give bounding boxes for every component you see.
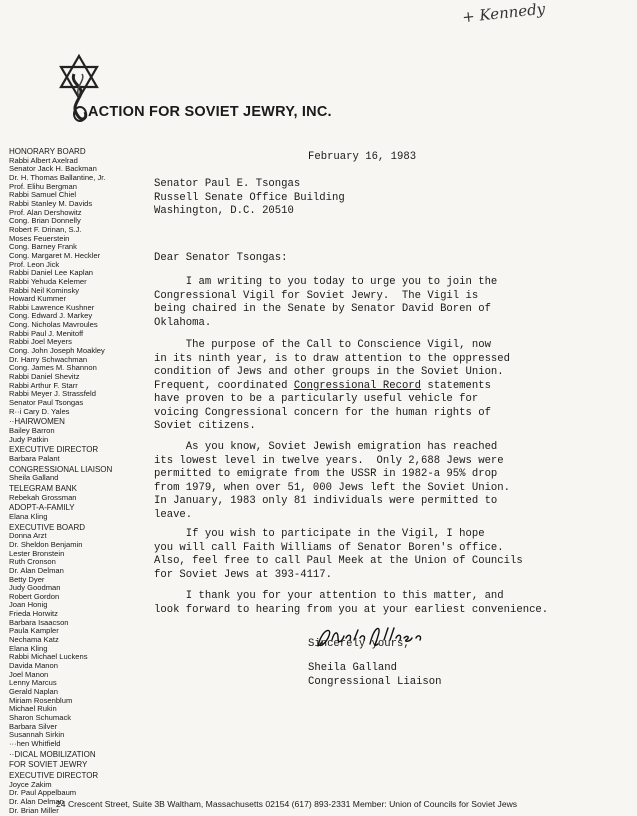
paragraph-3: As you know, Soviet Jewish emigration has reached its lowest level in twelve years. Only 2,688 Jews were permitted to emigrate from the USSR in 1982-a 95% drop from 1979, when over 51, 000 Jews left the Soviet Union. In January, 1983 only 81 individuals were permitted to leave. [154, 441, 511, 521]
sidebar-heading: HONORARY BOARD [9, 147, 86, 156]
sidebar-member: Dr. Paul Appelbaum [9, 788, 77, 798]
sidebar-member: Joan Honig [9, 600, 48, 610]
sidebar-member: Joel Manon [9, 669, 49, 679]
sidebar-member: Lester Bronstein [9, 548, 65, 558]
sidebar-member: Robert F. Drinan, S.J. [9, 224, 82, 234]
sidebar-member: Sheila Galland [9, 473, 59, 483]
footer-address: 24 Crescent Street, Suite 3B Waltham, Massachusetts 02154 (617) 893-2331 Member: Union of Councils for Soviet Jews [56, 799, 518, 809]
paragraph-1: I am writing to you today to urge you to join the Congressional Vigil for Soviet Jewry. The Vigil is being chaired in the Senate by Senator David Boren of Oklahoma. [154, 276, 498, 329]
sidebar-member: Betty Dyer [9, 574, 45, 584]
salutation: Dear Senator Tsongas: [154, 252, 288, 264]
sidebar-heading: EXECUTIVE DIRECTOR [9, 770, 99, 780]
sidebar-member: Ruth Cronson [9, 557, 56, 567]
sidebar-member: Rabbi Lawrence Kushner [9, 302, 95, 312]
sidebar-member: Rabbi Albert Axelrad [9, 155, 78, 165]
board-members-sidebar [9, 146, 159, 815]
sidebar-member: Davida Manon [9, 661, 58, 671]
closing: Sincerely yours, [308, 638, 410, 650]
address-line: Washington, D.C. 20510 [154, 205, 294, 217]
sidebar-member: Rabbi Samuel Chiel [9, 190, 77, 200]
recipient-address [154, 178, 345, 219]
sidebar-member: Moses Feuerstein [9, 233, 70, 243]
sidebar-member: Howard Kummer [9, 294, 66, 304]
sidebar-member: Donna Arzt [9, 531, 47, 541]
sidebar-member: Dr. Brian Miller [9, 805, 59, 815]
sidebar-member: Joyce Zakim [9, 779, 52, 789]
handwritten-signature [312, 618, 472, 656]
paragraph-2 [154, 339, 510, 434]
congressional-record-underlined: Congressional Record [293, 379, 422, 392]
sidebar-member: R··i Cary D. Yales [9, 406, 70, 416]
sidebar-member: Robert Gordon [9, 591, 60, 601]
sidebar-member: Barbara Silver [9, 721, 58, 731]
sidebar-member: Michael Rukin [9, 704, 57, 714]
sidebar-heading: EXECUTIVE BOARD [9, 522, 86, 532]
sidebar-member: Dr. Harry Schwachman [9, 354, 88, 364]
sidebar-member: Cong. Margaret M. Heckler [9, 250, 101, 260]
sidebar-member: Rabbi Neil Kominsky [9, 285, 80, 295]
paragraph-2-text-a: The purpose of the Call to Conscience Vigil, now in its ninth year, is to draw attention to the oppressed condition of Jews and other groups in the Soviet Union. Frequent, coordinated [154, 339, 511, 392]
sidebar-member: Cong. Nicholas Mavroules [9, 320, 98, 330]
sidebar-heading: TELEGRAM BANK [9, 483, 78, 493]
letter-date: February 16, 1983 [308, 151, 417, 163]
sidebar-heading: EXECUTIVE DIRECTOR [9, 445, 99, 455]
sidebar-heading: ADOPT-A-FAMILY [9, 503, 75, 513]
sidebar-member: Dr. Alan Delman [9, 796, 64, 806]
sidebar-member: Rebekah Grossman [9, 492, 77, 502]
sidebar-member: Cong. James M. Shannon [9, 363, 97, 373]
sidebar-member: Susannah Sirkin [9, 730, 65, 740]
sidebar-member: Judy Goodman [9, 583, 61, 593]
sidebar-member: Paula Kampler [9, 626, 59, 636]
sidebar-member: Dr. Sheldon Benjamin [9, 539, 83, 549]
sidebar-member: ···hen Whitfield [9, 738, 61, 748]
address-line: Senator Paul E. Tsongas [154, 178, 301, 190]
sidebar-member: Elana Kling [9, 511, 48, 521]
sidebar-heading: ··DICAL MOBILIZATION [9, 749, 96, 759]
sidebar-member: Rabbi Arthur F. Starr [9, 380, 78, 390]
sidebar-member: Dr. H. Thomas Ballantine, Jr. [9, 172, 106, 182]
sidebar-member: Dr. Alan Delman [9, 565, 64, 575]
sidebar-heading: ··HAIRWOMEN [9, 417, 65, 427]
sidebar-member: Rabbi Michael Luckens [9, 652, 88, 662]
sidebar-member: Bailey Barron [9, 426, 55, 435]
sidebar-member: Rabbi Yehuda Kelemer [9, 276, 87, 286]
sidebar-heading: FOR SOVIET JEWRY [9, 760, 88, 770]
paragraph-5: I thank you for your attention to this matter, and look forward to hearing from you at your earliest convenience. [154, 590, 549, 616]
sidebar-member: Gerald Naplan [9, 687, 58, 697]
paragraph-4: If you wish to participate in the Vigil, I hope you will call Faith Williams of Senator Boren's office. Also, feel free to call Paul Meek at the Union of Councils for Soviet Jews at 393-4117. [154, 528, 523, 581]
sidebar-member: Lenny Marcus [9, 678, 57, 688]
sidebar-member: Frieda Horwitz [9, 609, 58, 619]
sidebar-member: Senator Paul Tsongas [9, 398, 84, 408]
sidebar-member: Barbara Palant [9, 453, 60, 463]
sidebar-member: Cong. Brian Donnelly [9, 216, 81, 226]
sidebar-heading: CONGRESSIONAL LIAISON [9, 464, 113, 474]
sidebar-member: Rabbi Paul J. Menitoff [9, 328, 84, 338]
address-line: Russell Senate Office Building [154, 191, 345, 204]
sidebar-member: Cong. Barney Frank [9, 242, 77, 252]
signer-title: Congressional Liaison [308, 675, 442, 688]
sidebar-member: Rabbi Stanley M. Davids [9, 198, 93, 208]
signer-name: Sheila Galland [308, 662, 398, 674]
sidebar-member: Rabbi Joel Meyers [9, 337, 72, 347]
sidebar-member: Rabbi Daniel Shevitz [9, 372, 80, 382]
sidebar-member: Cong. Edward J. Markey [9, 311, 93, 321]
sidebar-member: Miriam Rosenblum [9, 695, 73, 705]
sidebar-member: Judy Patkin [9, 434, 49, 444]
sidebar-member: Elana Kling [9, 643, 48, 653]
sidebar-member: Sharon Schumack [9, 713, 72, 722]
sidebar-member: Barbara Isaacson [9, 617, 69, 627]
sidebar-member: Senator Jack H. Backman [9, 164, 97, 174]
organization-name: ACTION FOR SOVIET JEWRY, INC. [88, 104, 332, 120]
sidebar-member: Prof. Leon Jick [9, 259, 60, 269]
sidebar-member: Rabbi Daniel Lee Kaplan [9, 268, 94, 278]
sidebar-member: Cong. John Joseph Moakley [9, 346, 105, 356]
sidebar-member: Nechama Katz [9, 635, 59, 645]
sidebar-member: Prof. Elihu Bergman [9, 181, 77, 191]
sidebar-member: Rabbi Meyer J. Strassfeld [9, 389, 96, 399]
handwritten-annotation: + Kennedy [461, 0, 547, 27]
sidebar-member: Prof. Alan Dershowitz [9, 207, 82, 217]
paragraph-2-text-b: statements have proven to be a particularly useful vehicle for voicing Congressional concern for the human rights of Soviet citizens. [154, 379, 491, 432]
